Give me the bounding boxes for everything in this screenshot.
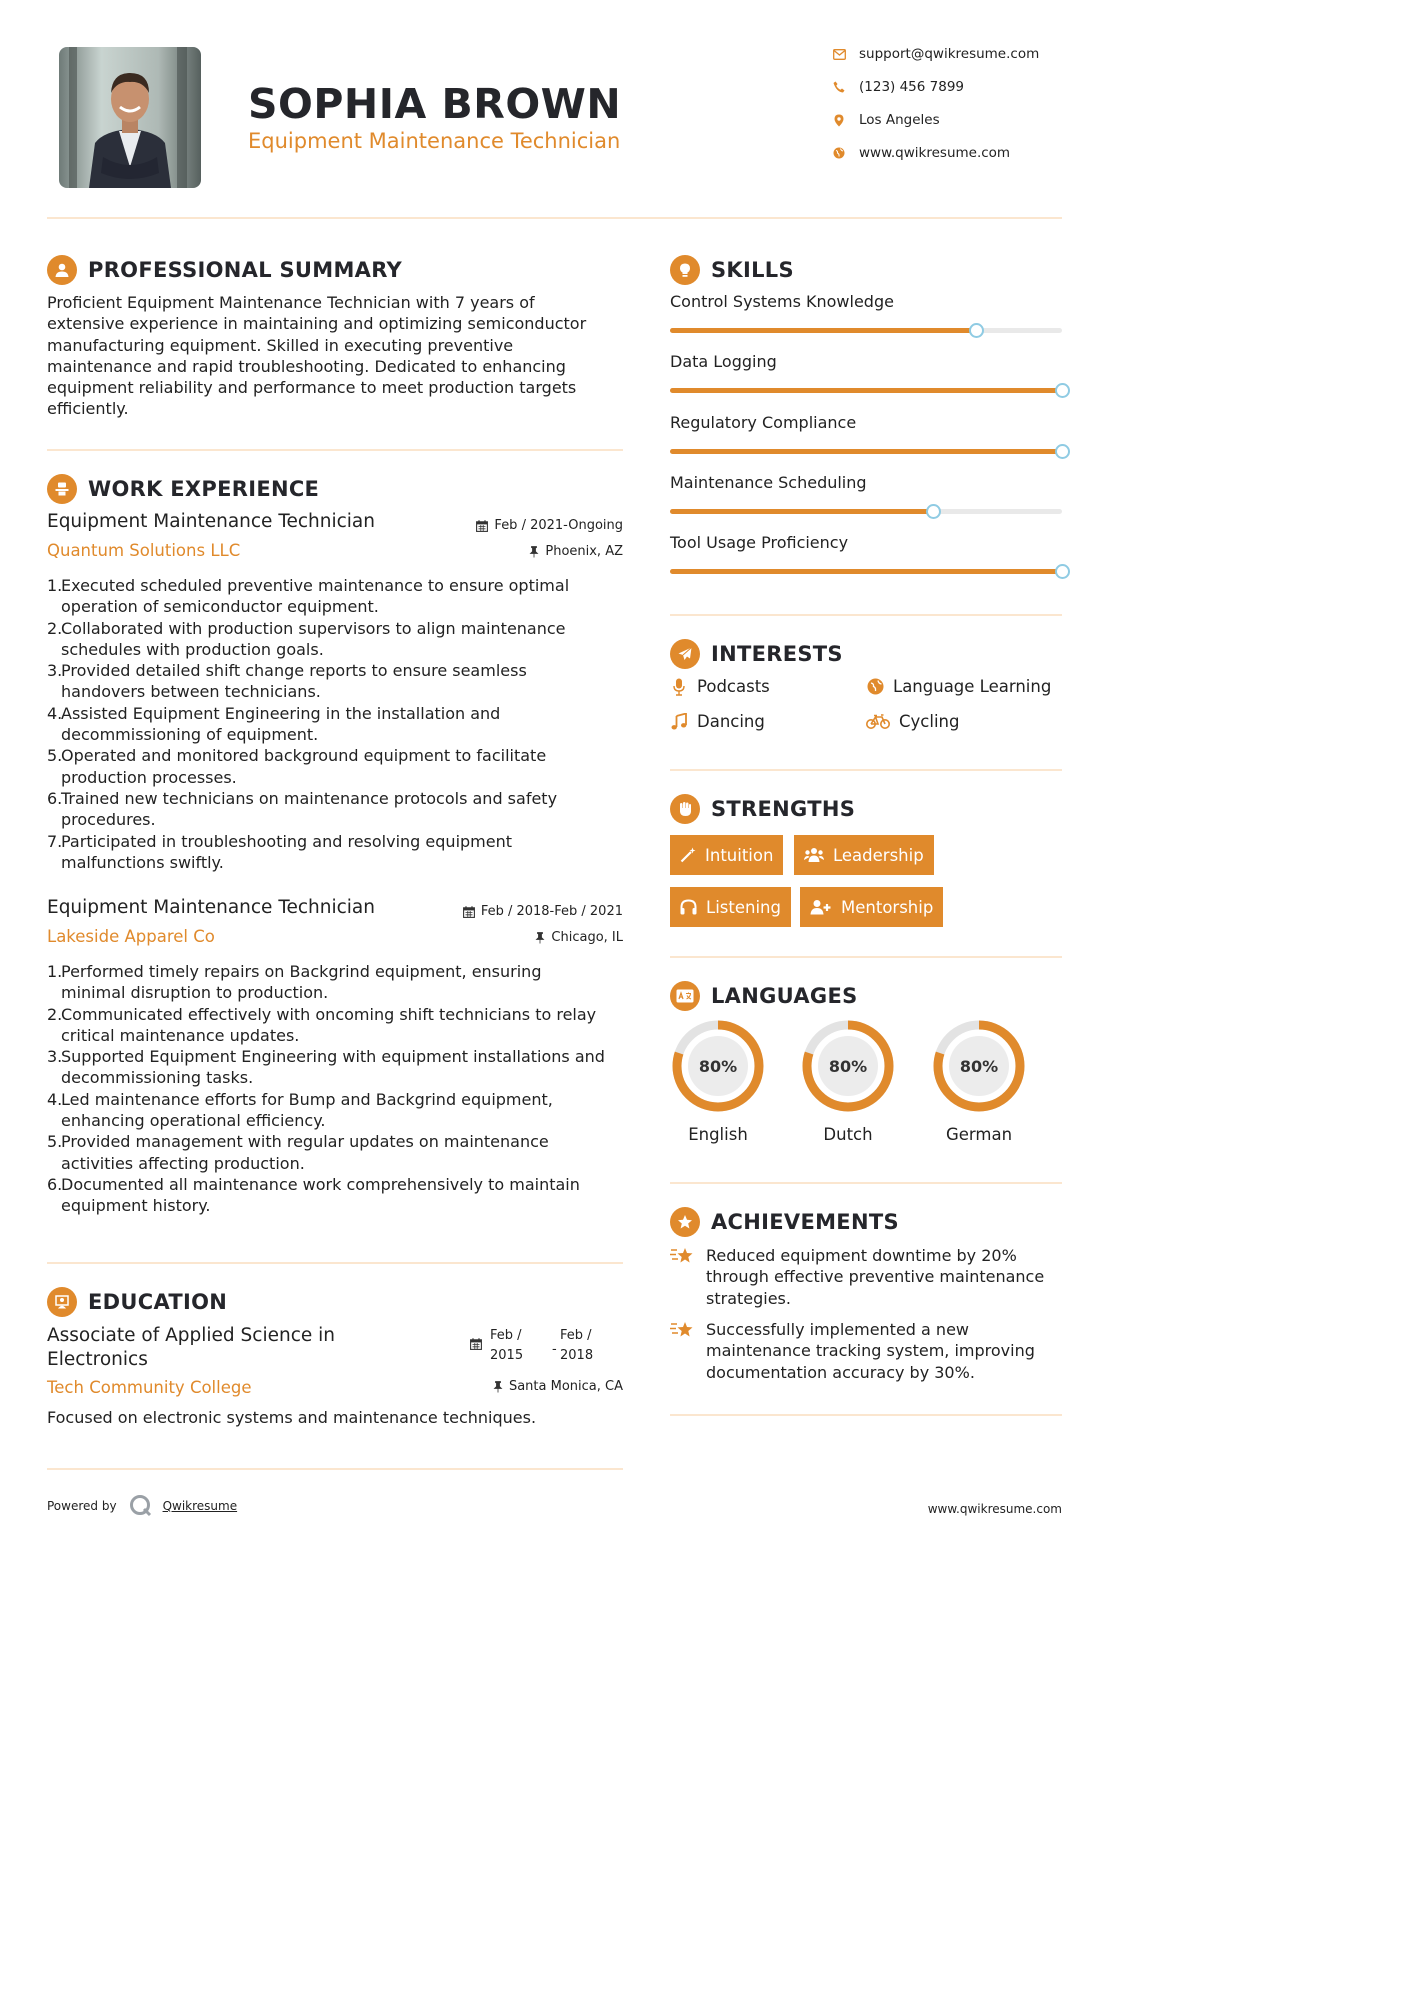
user-plus-icon <box>810 899 832 915</box>
language-name: English <box>688 1125 748 1144</box>
calendar-icon <box>470 1338 482 1350</box>
qwikresume-link[interactable]: Qwikresume <box>162 1499 238 1513</box>
language-item <box>800 1018 896 1144</box>
skills-divider <box>670 614 1062 616</box>
job-1-location: Phoenix, AZ <box>529 544 623 559</box>
list-item: 3. Supported Equipment Engineering with equipment installations and decommissioning tasks. <box>47 1047 605 1088</box>
list-item: 2. Communicated effectively with oncoming shift technicians to relay critical maintenance updates. <box>47 1004 597 1045</box>
job-1-title: Equipment Maintenance Technician <box>47 511 375 532</box>
strength-tag-mentorship: Mentorship <box>800 887 943 927</box>
list-item: 1. Performed timely repairs on Backgrind equipment, ensuring minimal disruption to production. <box>47 962 542 1003</box>
microphone-icon <box>670 678 688 696</box>
job-2-company: Lakeside Apparel Co <box>47 927 215 946</box>
candidate-title: Equipment Maintenance Technician <box>248 129 621 153</box>
footer-powered-by: Powered by Qwikresume <box>47 1494 237 1518</box>
strength-tag-leadership: Leadership <box>794 835 934 875</box>
list-item: 7. Participated in troubleshooting and resolving equipment malfunctions swiftly. <box>47 831 513 872</box>
school-name: Tech Community College <box>47 1378 252 1397</box>
skill-bar-fill <box>670 449 1062 454</box>
degree-title: Associate of Applied Science in Electronics <box>47 1325 336 1370</box>
qwikresume-logo-icon <box>129 1494 153 1518</box>
achievements-divider <box>670 1414 1062 1416</box>
header-divider <box>47 217 1062 219</box>
language-level-label: 80% <box>959 1057 999 1076</box>
job-2-location: Chicago, IL <box>535 930 623 945</box>
languages-divider <box>670 1182 1062 1184</box>
skill-bar <box>670 328 1062 333</box>
job-1-dates: Feb / 2021-Ongoing <box>476 518 623 533</box>
summary-divider <box>47 449 623 451</box>
list-item: 6. Documented all maintenance work comprehensively to maintain equipment history. <box>47 1174 580 1216</box>
skill-bar-knob <box>1055 383 1070 398</box>
list-item: 5. Provided management with regular updates on maintenance activities affecting production. <box>47 1132 549 1173</box>
list-item: 6. Trained new technicians on maintenance protocols and safety procedures. <box>47 788 558 830</box>
skill-bar-fill <box>670 328 976 333</box>
skill-name: Tool Usage Proficiency <box>670 533 849 553</box>
list-item: 4. Led maintenance efforts for Bump and Backgrind equipment, enhancing operational efficiency. <box>47 1089 553 1131</box>
achievements-heading: ACHIEVEMENTS <box>670 1207 899 1237</box>
language-level-label: 80% <box>828 1057 868 1076</box>
interests-heading: INTERESTS <box>670 639 843 669</box>
summary-text: Proficient Equipment Maintenance Technician with 7 years of extensive experience in maintaining and optimizing semiconductor manufacturing equipment. Skilled in executing preventive maintenance and rapid troubleshooting. Dedicated to enhancing equipment reliability and performance to meet production targets efficiently. <box>47 293 587 419</box>
user-icon <box>47 255 77 285</box>
contact-phone[interactable]: (123) 456 7899 <box>832 79 964 95</box>
skill-bar-knob <box>1055 444 1070 459</box>
strength-tag-intuition: Intuition <box>670 835 783 875</box>
pushpin-icon <box>493 1381 503 1393</box>
interests-divider <box>670 769 1062 771</box>
mail-icon <box>832 47 846 61</box>
job-2-duties <box>47 961 637 1217</box>
shooting-star-icon <box>670 1319 696 1383</box>
work-divider <box>47 1262 623 1264</box>
contact-website[interactable]: www.qwikresume.com <box>832 145 1010 161</box>
skill-name: Data Logging <box>670 352 777 372</box>
strength-tag-listening: Listening <box>670 887 791 927</box>
job-2-title: Equipment Maintenance Technician <box>47 897 375 918</box>
list-item: 2. Collaborated with production supervisors to align maintenance schedules with production goals. <box>47 618 566 659</box>
skill-bar <box>670 388 1062 393</box>
list-item: 4. Assisted Equipment Engineering in the installation and decommissioning of equipment. <box>47 703 501 745</box>
job-1-duties <box>47 575 637 873</box>
education-heading: EDUCATION <box>47 1287 227 1317</box>
interest-podcasts: Podcasts <box>670 677 770 696</box>
skill-bar-knob <box>926 504 941 519</box>
skill-bar <box>670 509 1062 514</box>
contact-email[interactable]: support@qwikresume.com <box>832 46 1039 62</box>
language-ring <box>931 1018 1027 1114</box>
star-badge-icon <box>670 1207 700 1237</box>
summary-heading: PROFESSIONAL SUMMARY <box>47 255 402 285</box>
headphones-icon <box>680 899 697 915</box>
skill-bar-knob <box>1055 564 1070 579</box>
globe-icon <box>866 678 884 695</box>
job-1-company: Quantum Solutions LLC <box>47 541 241 560</box>
skill-bar-knob <box>969 323 984 338</box>
skill-bar-fill <box>670 388 1062 393</box>
language-item <box>931 1018 1027 1144</box>
phone-icon <box>832 80 846 94</box>
skill-name: Control Systems Knowledge <box>670 292 894 311</box>
skills-heading: SKILLS <box>670 255 794 285</box>
list-item: 1. Executed scheduled preventive maintenance to ensure optimal operation of semiconductor equipment. <box>47 576 570 617</box>
language-name: Dutch <box>823 1125 873 1144</box>
shooting-star-icon <box>670 1245 696 1309</box>
list-item: 3. Provided detailed shift change reports to ensure seamless handovers between technicians. <box>47 661 527 702</box>
users-icon <box>804 847 824 863</box>
language-item <box>670 1018 766 1144</box>
calendar-icon <box>463 906 475 918</box>
contact-location: Los Angeles <box>832 112 940 128</box>
briefcase-icon <box>47 474 77 504</box>
interest-dancing: Dancing <box>670 712 765 731</box>
job-2-dates: Feb / 2018-Feb / 2021 <box>463 904 623 919</box>
raised-fist-icon <box>670 794 700 824</box>
strengths-heading: STRENGTHS <box>670 794 855 824</box>
education-description: Focused on electronic systems and maintenance techniques. <box>47 1408 537 1427</box>
languages-heading: LANGUAGES <box>670 981 858 1011</box>
paper-plane-icon <box>670 639 700 669</box>
skill-bar <box>670 569 1062 574</box>
skill-bar <box>670 449 1062 454</box>
skill-bar-fill <box>670 509 933 514</box>
work-heading: WORK EXPERIENCE <box>47 474 319 504</box>
language-level-label: 80% <box>698 1057 738 1076</box>
globe-icon <box>832 146 846 160</box>
bicycle-icon <box>866 714 890 729</box>
language-ring <box>670 1018 766 1114</box>
language-name: German <box>945 1125 1013 1144</box>
calendar-icon <box>476 520 488 532</box>
achievement-item: Reduced equipment downtime by 20% through effective preventive maintenance strategies. <box>670 1245 1070 1309</box>
language-ring <box>800 1018 896 1114</box>
profile-photo <box>59 47 201 188</box>
strengths-divider <box>670 956 1062 958</box>
education-divider <box>47 1468 623 1470</box>
interest-cycling: Cycling <box>866 712 959 731</box>
music-note-icon <box>670 713 688 730</box>
education-location: Santa Monica, CA <box>493 1379 623 1394</box>
skill-bar-fill <box>670 569 1062 574</box>
list-item: 5. Operated and monitored background equipment to facilitate production processes. <box>47 746 547 787</box>
pushpin-icon <box>535 932 545 944</box>
footer-url[interactable]: www.qwikresume.com <box>927 1502 1062 1516</box>
skill-name: Maintenance Scheduling <box>670 472 867 492</box>
location-pin-icon <box>832 113 846 127</box>
graduation-icon <box>47 1287 77 1317</box>
skill-name: Regulatory Compliance <box>670 412 857 432</box>
lightbulb-icon <box>670 255 700 285</box>
magic-wand-icon <box>680 847 696 863</box>
interest-language-learning: Language Learning <box>866 677 1051 696</box>
candidate-name: SOPHIA BROWN <box>248 80 622 128</box>
language-card-icon <box>670 981 700 1011</box>
pushpin-icon <box>529 546 539 558</box>
achievement-item: Successfully implemented a new maintenance tracking system, improving documentation accuracy by 30%. <box>670 1319 1070 1383</box>
